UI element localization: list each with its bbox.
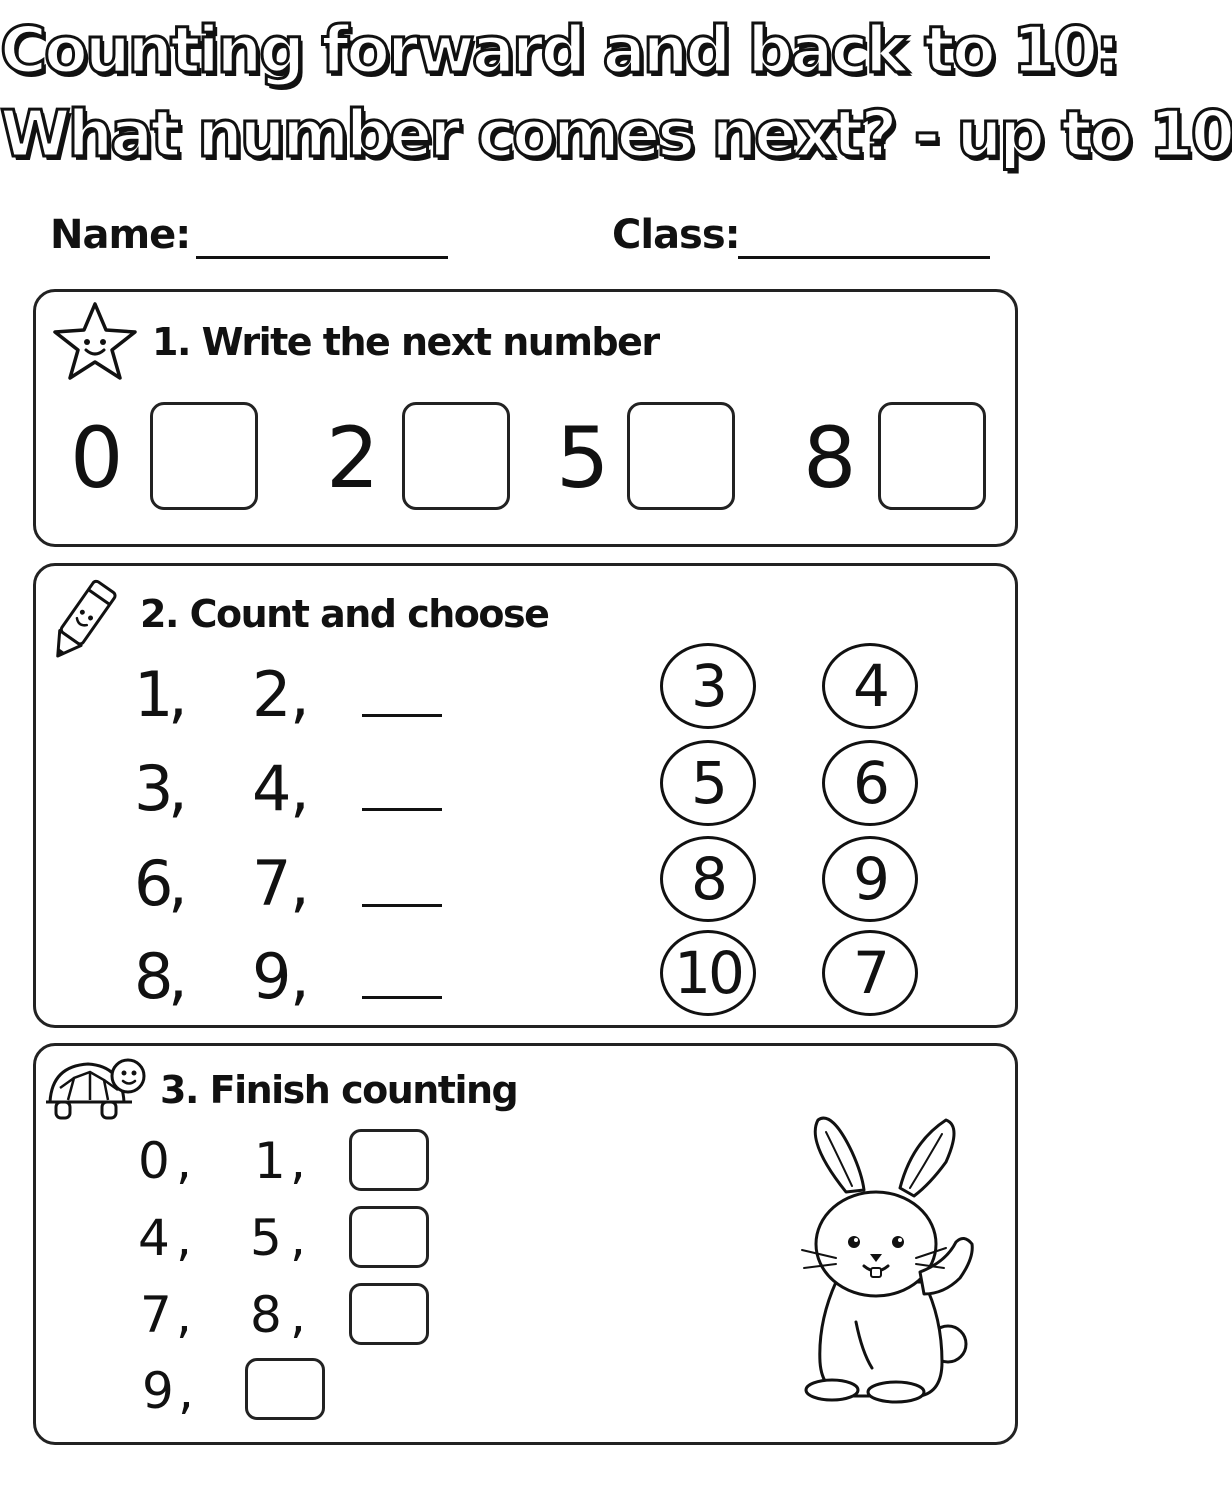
sequence-number: 8 [134,940,174,1013]
sequence-number: 8 [250,1286,282,1344]
sequence-number: 1 [134,658,174,731]
comma: , [290,1132,306,1190]
comma: , [168,940,188,1013]
sequence-number: 2 [252,658,292,731]
comma: , [178,1362,194,1420]
comma: , [168,847,188,920]
given-number: 2 [326,409,380,507]
answer-box[interactable] [878,402,986,510]
choice-bubble[interactable]: 6 [822,740,918,826]
name-label: Name: [50,212,191,258]
answer-box[interactable] [349,1283,429,1345]
comma: , [290,658,310,731]
comma: , [176,1132,192,1190]
answer-box[interactable] [150,402,258,510]
given-number: 0 [70,409,124,507]
sequence-number: 4 [252,752,292,825]
answer-box[interactable] [245,1358,325,1420]
answer-box[interactable] [627,402,735,510]
sequence-number: 1 [254,1132,286,1190]
choice-bubble[interactable]: 8 [660,836,756,922]
answer-blank[interactable] [362,714,442,717]
choice-bubble[interactable]: 9 [822,836,918,922]
turtle-icon [40,1052,148,1126]
sequence-number: 3 [134,752,174,825]
section2-heading: 2. Count and choose [140,592,549,636]
section1-heading: 1. Write the next number [152,320,659,364]
answer-box[interactable] [402,402,510,510]
section3-heading: 3. Finish counting [160,1068,518,1112]
comma: , [290,752,310,825]
sequence-number: 4 [138,1209,170,1267]
class-field[interactable] [738,256,990,259]
sequence-number: 6 [134,847,174,920]
star-icon [50,298,140,384]
sequence-number: 9 [252,940,292,1013]
comma: , [290,847,310,920]
choice-bubble[interactable]: 10 [660,930,756,1016]
comma: , [176,1209,192,1267]
name-field[interactable] [196,256,448,259]
sequence-number: 5 [250,1209,282,1267]
answer-box[interactable] [349,1206,429,1268]
comma: , [290,1209,306,1267]
choice-bubble[interactable]: 4 [822,643,918,729]
answer-blank[interactable] [362,996,442,999]
comma: , [168,752,188,825]
sequence-number: 7 [140,1286,172,1344]
choice-bubble[interactable]: 5 [660,740,756,826]
sequence-number: 9 [142,1362,174,1420]
comma: , [290,940,310,1013]
comma: , [290,1286,306,1344]
bunny-icon [796,1112,982,1408]
given-number: 8 [803,409,857,507]
answer-blank[interactable] [362,808,442,811]
page-title-line-1: Counting forward and back to 10: [0,14,1118,88]
pencil-icon [46,572,120,668]
sequence-number: 0 [138,1132,170,1190]
answer-blank[interactable] [362,904,442,907]
choice-bubble[interactable]: 3 [660,643,756,729]
answer-box[interactable] [349,1129,429,1191]
page-title-line-2: What number comes next? - up to 10 [0,98,1232,172]
comma: , [168,658,188,731]
given-number: 5 [556,409,610,507]
comma: , [176,1286,192,1344]
choice-bubble[interactable]: 7 [822,930,918,1016]
sequence-number: 7 [252,847,292,920]
class-label: Class: [612,212,740,258]
